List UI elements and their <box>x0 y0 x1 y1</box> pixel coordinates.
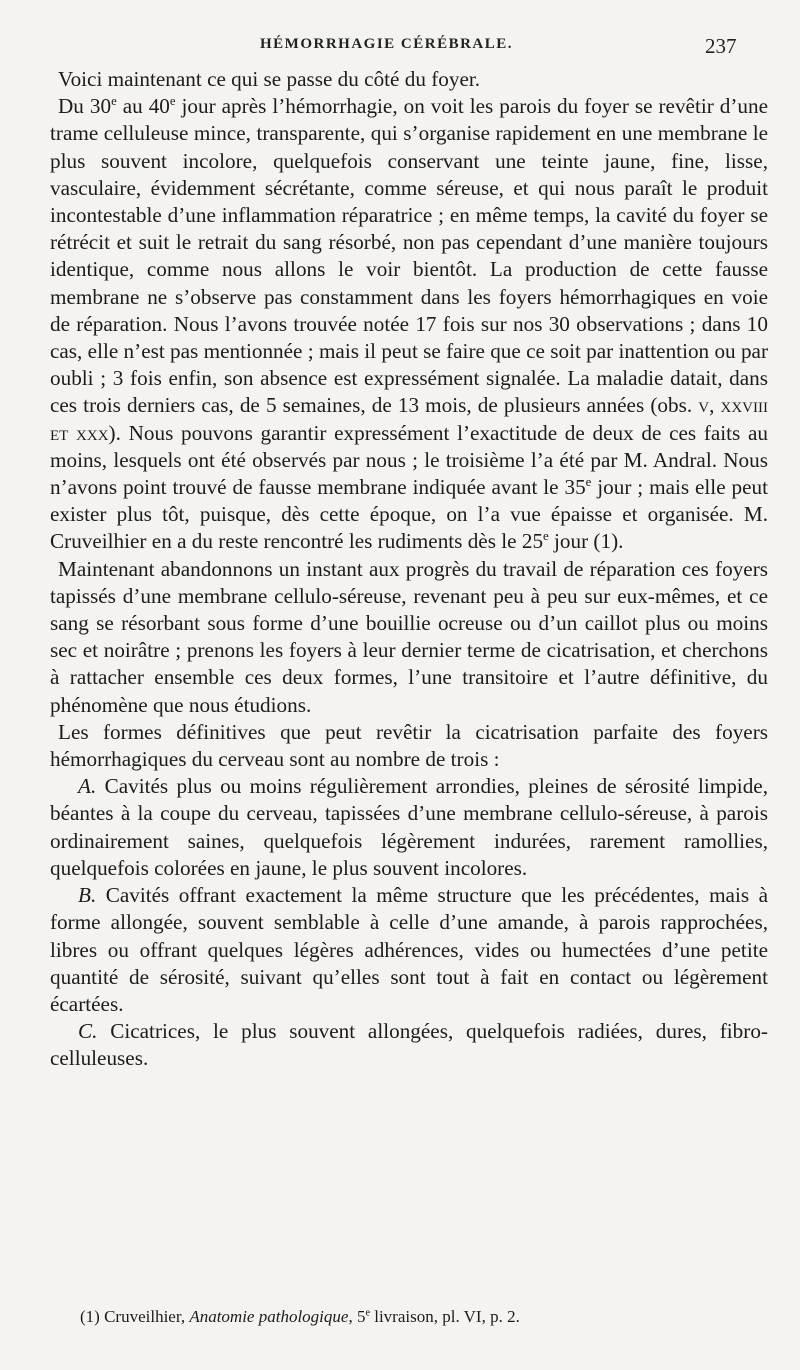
list-item-c <box>50 1018 768 1072</box>
paragraph-reparation-text: Maintenant abandonnons un instant aux progrès du travail de réparation ces foyers tapissés d’une membrane cellulo-séreuse, revenant peu à peu sur eux-mêmes, et ce sang se résorbant sous forme d’une bouillie ocreuse ou d’un caillot plus ou moins sec et noirâtre ; prenons les foyers à leur dernier terme de cicatrisation, et cherchons à rattacher ensemble ces deux formes, l’une transitoire et l’autre définitive, du phénomène que nous étudions. <box>50 556 768 717</box>
paragraph-definitive-forms-text: Les formes définitives que peut revêtir la cicatrisation parfaite des foyers hémorrhagiques du cerveau sont au nombre de trois : <box>50 719 768 772</box>
footnote-detail: , 5 <box>348 1307 366 1326</box>
list-item-a <box>50 773 768 882</box>
superscript: e <box>111 94 117 109</box>
superscript: e <box>169 94 176 109</box>
running-title: HÉMORRHAGIE CÉRÉBRALE. <box>260 36 514 52</box>
superscript: e <box>365 1307 370 1319</box>
superscript: e <box>543 529 549 544</box>
observation-references: v, xxviii et xxx <box>50 393 768 445</box>
footnote <box>80 1306 760 1328</box>
text-segment: Du 30 <box>58 94 112 119</box>
text-segment: au 40 <box>116 94 170 119</box>
list-marker: A. <box>78 774 97 799</box>
list-item-text: Cavités offrant exactement la même structure que les précédentes, mais à forme allongée, souvent semblable à celle d’une amande, à parois rapprochées, libres ou offrant quelques légères adhérences, vides ou humectées d’une petite quantité de sérosité, suivant qu’elles sont tout à fait en contact ou légèrement écartées. <box>50 883 768 1016</box>
superscript: e <box>585 474 592 489</box>
text-segment: jour après l’hémorrhagie, on voit les parois du foyer se revêtir d’une trame celluleuse mince, transparente, qui s’organise rapidement en une membrane le plus souvent incolore, quelquefois conservant une teinte jaune, fine, lisse, vasculaire, évidemment sécrétante, comme séreuse, et qui nous paraît le produit incontestable d’une inflammation réparatrice ; en même temps, la cavité du foyer se rétrécit et suit le retrait du sang résorbé, non pas cependant d’une manière toujours identique, comme nous allons le voir bientôt. La production de cette fausse membrane ne s’observe pas constamment dans les foyers hémorrhagiques en voie de réparation. Nous l’avons trouvée notée 17 fois sur nos 30 observations ; dans 10 cas, elle n’est pas mentionnée ; mais il peut se faire que ce soit par inattention ou par oubli ; 3 fois enfin, son absence est expressément signalée. La maladie datait, dans ces trois derniers cas, de 5 semaines, de 13 mois, de plusieurs années (obs. <box>50 94 769 418</box>
list-item-b <box>50 882 768 1018</box>
list-marker: C. <box>78 1019 98 1044</box>
list-item-text: Cavités plus ou moins régulièrement arrondies, pleines de sérosité limpide, béantes à la coupe du cerveau, tapissées d’une membrane cellulo-séreuse, à parois ordinairement saines, quelquefois légèrement indurées, rarement ramollies, quelquefois colorées en jaune, le plus souvent incolores. <box>50 774 768 880</box>
footnote-author: Cruveilhier, <box>104 1307 186 1326</box>
paragraph-intro <box>50 66 768 93</box>
text-segment: jour ; mais elle peut exister plus tôt, puisque, dès cette époque, on l’a vue épaisse et organisée. M. Cruveilhier en a du reste rencontré les rudiments dès le 25 <box>50 475 768 554</box>
list-marker: B. <box>78 883 97 908</box>
paragraph-definitive-forms <box>50 719 768 773</box>
body-text <box>50 66 768 1073</box>
footnote-detail: livraison, pl. VI, p. 2. <box>369 1307 520 1326</box>
paragraph-false-membrane <box>50 93 768 555</box>
running-head <box>0 36 800 60</box>
footnote-marker: (1) <box>80 1307 100 1326</box>
paragraph-reparation <box>50 556 768 719</box>
footnote-work: Anatomie pathologique <box>189 1307 349 1326</box>
list-item-text: Cicatrices, le plus souvent allongées, quelquefois radiées, dures, fibro-celluleuses. <box>50 1019 768 1071</box>
page-number: 237 <box>705 34 737 58</box>
text-segment: jour (1). <box>548 529 624 554</box>
text-segment: ). Nous pouvons garantir expressément l’exactitude de deux de ces faits au moins, lesquels ont été observés par nous ; le troisième l’a été par M. Andral. Nous n’avons point trouvé de fausse membrane indiquée avant le 35 <box>50 420 769 500</box>
paragraph-intro-text: Voici maintenant ce qui se passe du côté du foyer. <box>58 67 481 91</box>
